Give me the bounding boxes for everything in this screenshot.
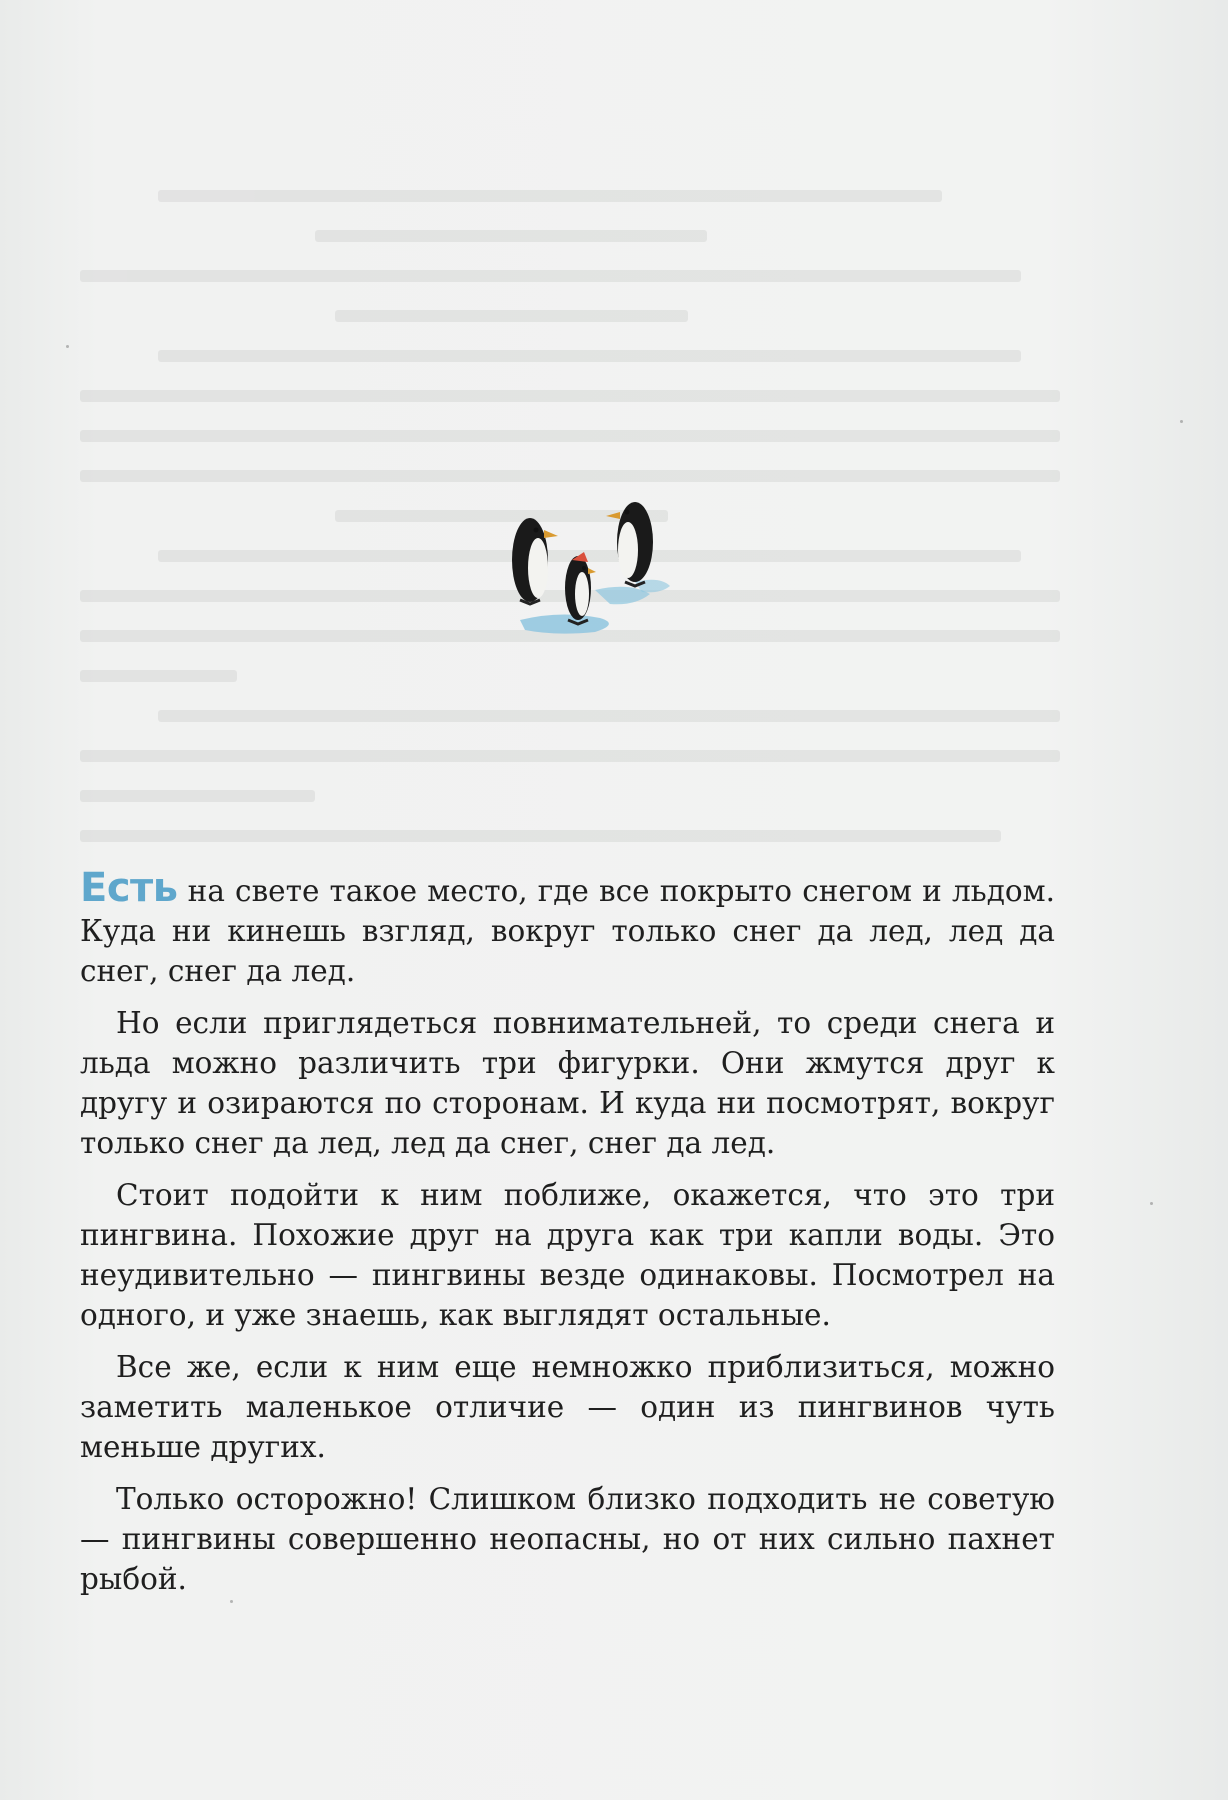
penguins-illustration xyxy=(500,490,740,640)
paper-speck xyxy=(66,345,69,348)
story-text xyxy=(80,865,1055,1599)
paragraph-4: Все же, если к ним еще немножко приблизиться, можно заметить маленькое отличие — один из пингвинов чуть меньше других. xyxy=(80,1350,1055,1464)
paper-speck xyxy=(1150,1202,1153,1205)
paragraph-1-text: на свете такое место, где все покрыто снегом и льдом. Куда ни кинешь взгляд, вокруг только снег да лед, лед да снег, снег да лед. xyxy=(80,874,1055,988)
paragraph-3: Стоит подойти к ним поближе, окажется, что это три пингвина. Похожие друг на друга как три капли воды. Это неудивительно — пингвины везде одинаковы. Посмотрел на одного, и уже знаешь, как выглядят остальные. xyxy=(80,1178,1055,1332)
paragraph-5: Только осторожно! Слишком близко подходить не советую — пингвины совершенно неопасны, но от них сильно пахнет рыбой. xyxy=(80,1482,1055,1596)
paper-speck xyxy=(230,1600,233,1603)
paragraph-1 xyxy=(80,865,1055,991)
drop-cap-word: Есть xyxy=(80,865,178,911)
three-penguins-on-ice-icon xyxy=(512,502,670,634)
paper-speck xyxy=(1180,420,1183,423)
paragraph-2: Но если приглядеться повнимательней, то среди снега и льда можно различить три фигурки. Они жмутся друг к другу и озираются по сторонам. И куда ни посмотрят, вокруг только снег да лед, лед да снег, снег да лед. xyxy=(80,1006,1055,1160)
